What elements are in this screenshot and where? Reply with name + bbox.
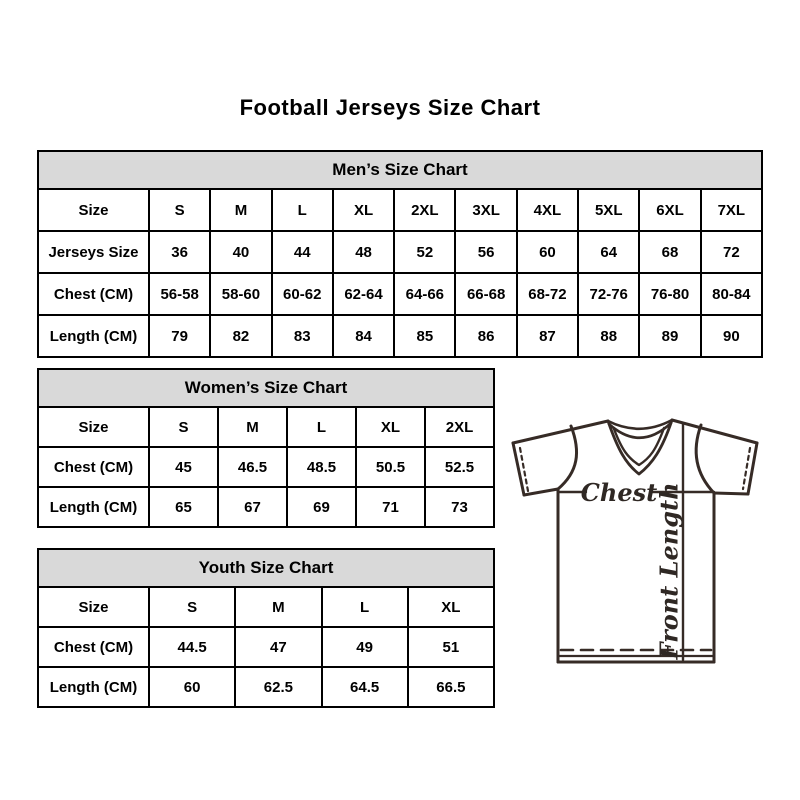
value-cell: 82 [210, 315, 271, 357]
row-label-cell: Jerseys Size [38, 231, 149, 273]
value-cell: 46.5 [218, 447, 287, 487]
womens-size-table [37, 368, 495, 528]
table-row [38, 315, 762, 357]
value-cell: 90 [701, 315, 762, 357]
table-row [38, 487, 494, 527]
jersey-right-sleeve-seam [696, 425, 714, 493]
value-cell: 84 [333, 315, 394, 357]
value-cell: 40 [210, 231, 271, 273]
row-label-cell: Length (CM) [38, 315, 149, 357]
table-row [38, 273, 762, 315]
value-cell: 87 [517, 315, 578, 357]
value-cell: 44.5 [149, 627, 235, 667]
value-cell: 58-60 [210, 273, 271, 315]
value-cell: XL [408, 587, 494, 627]
row-label-cell: Size [38, 587, 149, 627]
value-cell: L [287, 407, 356, 447]
value-cell: 6XL [639, 189, 700, 231]
jersey-right-sleeve-bottom [714, 493, 748, 494]
value-cell: 72 [701, 231, 762, 273]
row-label-cell: Size [38, 189, 149, 231]
value-cell: 60-62 [272, 273, 333, 315]
value-cell: 7XL [701, 189, 762, 231]
jersey-diagram-svg [498, 403, 770, 675]
value-cell: 4XL [517, 189, 578, 231]
front-length-label: Front Length [654, 482, 684, 660]
value-cell: 62-64 [333, 273, 394, 315]
value-cell: 72-76 [578, 273, 639, 315]
value-cell: 44 [272, 231, 333, 273]
value-cell: 76-80 [639, 273, 700, 315]
value-cell: M [235, 587, 321, 627]
table-row [38, 587, 494, 627]
womens-size-table-grid [37, 368, 495, 528]
value-cell: 71 [356, 487, 425, 527]
jersey-left-sleeve-bottom [524, 489, 558, 495]
value-cell: 88 [578, 315, 639, 357]
value-cell: 85 [394, 315, 455, 357]
value-cell: 65 [149, 487, 218, 527]
table-row [38, 189, 762, 231]
value-cell: M [218, 407, 287, 447]
table-title-row [38, 549, 494, 587]
mens-size-table-grid [37, 150, 763, 358]
table-title: Women’s Size Chart [38, 369, 494, 407]
value-cell: 68-72 [517, 273, 578, 315]
value-cell: 83 [272, 315, 333, 357]
value-cell: 80-84 [701, 273, 762, 315]
value-cell: 64 [578, 231, 639, 273]
value-cell: 86 [455, 315, 516, 357]
value-cell: 60 [517, 231, 578, 273]
row-label-cell: Length (CM) [38, 667, 149, 707]
value-cell: 64-66 [394, 273, 455, 315]
youth-size-table [37, 548, 495, 708]
table-row [38, 407, 494, 447]
value-cell: 2XL [394, 189, 455, 231]
value-cell: 2XL [425, 407, 494, 447]
value-cell: M [210, 189, 271, 231]
row-label-cell: Chest (CM) [38, 447, 149, 487]
value-cell: S [149, 407, 218, 447]
value-cell: 48.5 [287, 447, 356, 487]
row-label-cell: Chest (CM) [38, 627, 149, 667]
value-cell: 66.5 [408, 667, 494, 707]
value-cell: 49 [322, 627, 408, 667]
value-cell: 51 [408, 627, 494, 667]
value-cell: 79 [149, 315, 210, 357]
table-title: Men’s Size Chart [38, 151, 762, 189]
value-cell: XL [333, 189, 394, 231]
value-cell: 66-68 [455, 273, 516, 315]
value-cell: 50.5 [356, 447, 425, 487]
value-cell: 60 [149, 667, 235, 707]
table-row [38, 447, 494, 487]
row-label-cell: Size [38, 407, 149, 447]
value-cell: L [272, 189, 333, 231]
table-row [38, 231, 762, 273]
value-cell: 45 [149, 447, 218, 487]
value-cell: XL [356, 407, 425, 447]
value-cell: S [149, 189, 210, 231]
jersey-collar-back-arc [608, 420, 672, 429]
value-cell: 48 [333, 231, 394, 273]
youth-size-table-grid [37, 548, 495, 708]
table-title-row [38, 369, 494, 407]
jersey-left-shoulder-line [513, 421, 608, 443]
row-label-cell: Length (CM) [38, 487, 149, 527]
value-cell: 69 [287, 487, 356, 527]
value-cell: 36 [149, 231, 210, 273]
jersey-left-cuff-line [513, 443, 524, 495]
mens-size-table [37, 150, 763, 358]
table-row [38, 667, 494, 707]
table-row [38, 627, 494, 667]
value-cell: 56 [455, 231, 516, 273]
value-cell: 62.5 [235, 667, 321, 707]
jersey-left-sleeve-seam [558, 426, 577, 489]
value-cell: 3XL [455, 189, 516, 231]
row-label-cell: Chest (CM) [38, 273, 149, 315]
value-cell: 52.5 [425, 447, 494, 487]
value-cell: S [149, 587, 235, 627]
chest-label: Chest [580, 478, 658, 507]
value-cell: 67 [218, 487, 287, 527]
table-title: Youth Size Chart [38, 549, 494, 587]
value-cell: 68 [639, 231, 700, 273]
table-title-row [38, 151, 762, 189]
value-cell: 89 [639, 315, 700, 357]
value-cell: L [322, 587, 408, 627]
value-cell: 64.5 [322, 667, 408, 707]
value-cell: 56-58 [149, 273, 210, 315]
value-cell: 73 [425, 487, 494, 527]
value-cell: 52 [394, 231, 455, 273]
jersey-measurement-diagram [498, 403, 770, 675]
value-cell: 5XL [578, 189, 639, 231]
value-cell: 47 [235, 627, 321, 667]
page-title: Football Jerseys Size Chart [239, 95, 541, 120]
jersey-right-shoulder-line [672, 420, 757, 443]
